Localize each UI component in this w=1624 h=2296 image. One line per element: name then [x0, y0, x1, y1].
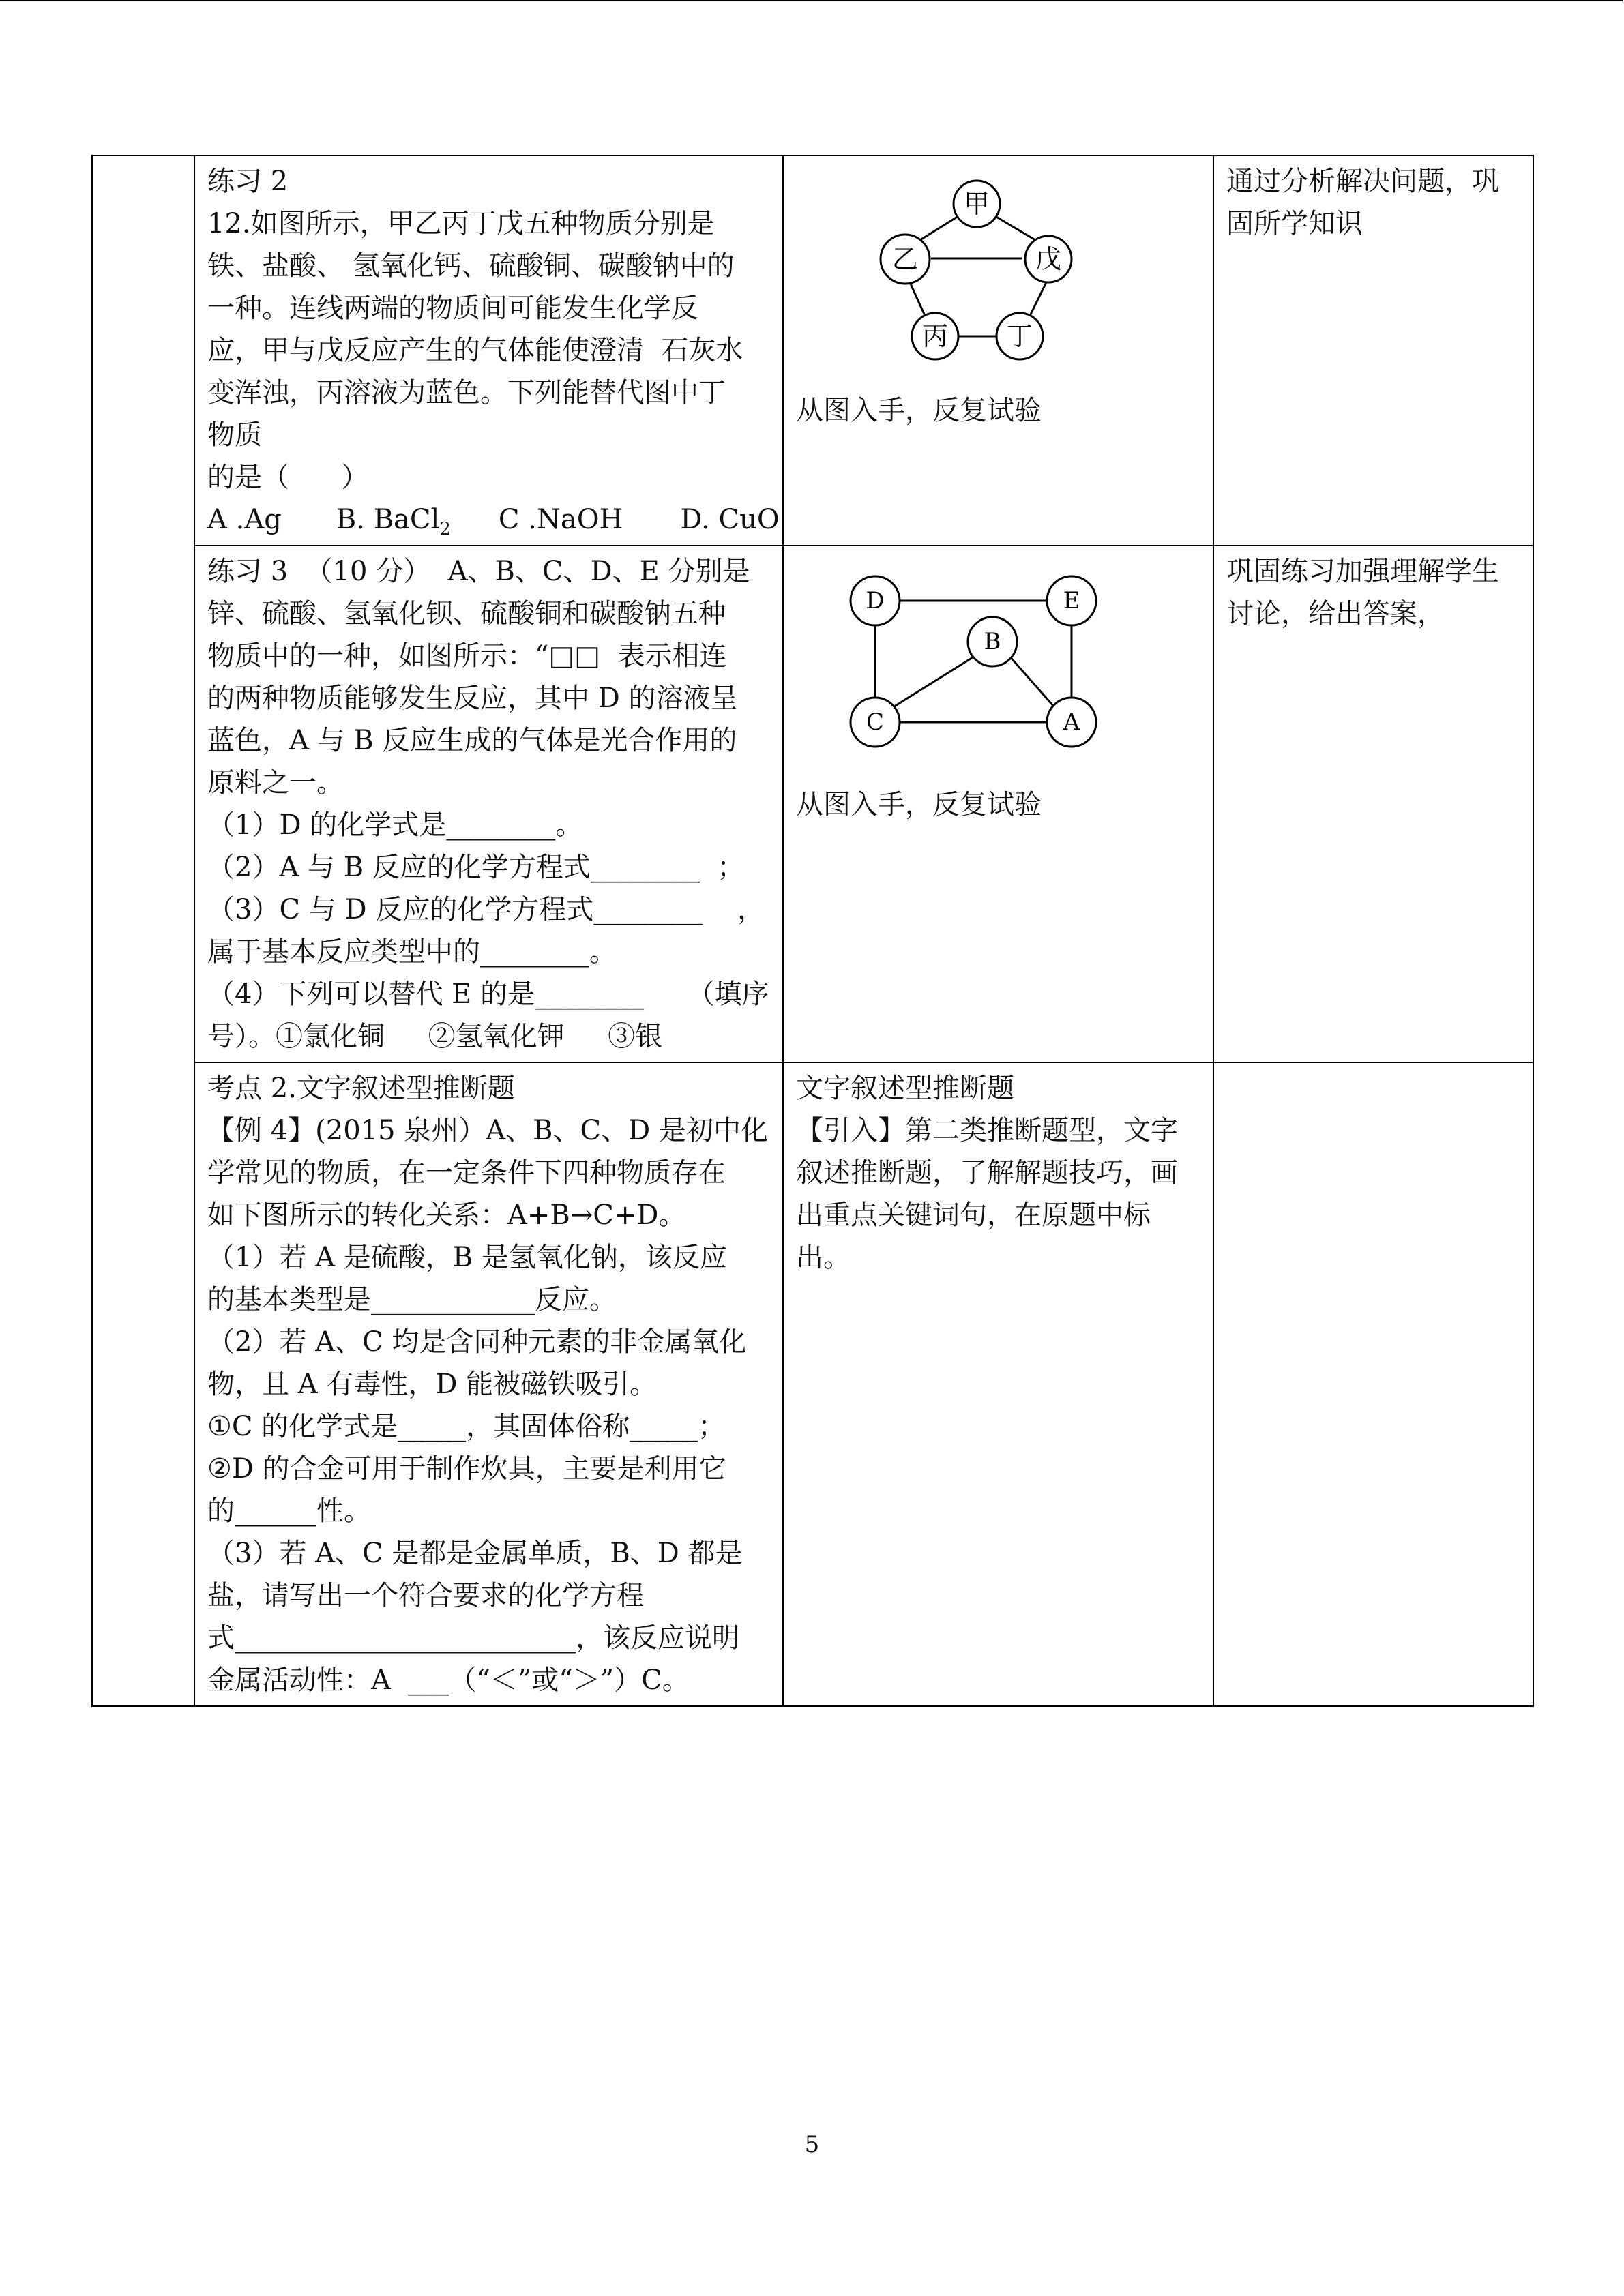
edge-wu-ding	[1029, 281, 1047, 317]
example-4-line: （3）若 A、C 是都是金属单质，B、D 都是	[207, 1538, 743, 1569]
example-4-purpose-cell	[1213, 1062, 1533, 1706]
exercise-2-line: 应，甲与戊反应产生的气体能使澄清 石灰水	[207, 335, 743, 366]
option-a: A .Ag	[207, 504, 282, 535]
node-c-label: C	[866, 709, 885, 736]
page-number: 5	[804, 2131, 820, 2158]
example-4-line: 【例 4】(2015 泉州）A、B、C、D 是初中化	[207, 1115, 768, 1146]
node-wu-label: 戊	[1035, 244, 1062, 274]
pentagon-diagram	[844, 168, 1117, 393]
example-4-line: 的基本类型是____________反应。	[207, 1284, 617, 1315]
exercise-3-line: 原料之一。	[207, 767, 344, 799]
exercise-2-content	[194, 155, 783, 546]
edge-c-b	[894, 655, 976, 706]
node-b-label: B	[984, 628, 1001, 655]
node-e-label: E	[1063, 587, 1080, 614]
exercise-3-line: 蓝色，A 与 B 反应生成的气体是光合作用的	[207, 725, 737, 756]
node-bing-label: 丙	[921, 321, 949, 351]
purpose-line: 固所学知识	[1226, 208, 1363, 239]
method-line: 文字叙述型推断题	[796, 1073, 1014, 1104]
table-row-example-4	[92, 1062, 1533, 1706]
exercise-2-line: 变浑浊，丙溶液为蓝色。下列能替代图中丁	[207, 377, 726, 408]
exercise-3-question: 属于基本反应类型中的________。	[207, 936, 617, 968]
exercise-3-question: 号）。①氯化铜 ②氢氧化钾 ③银	[207, 1021, 663, 1052]
example-4-method-cell	[783, 1062, 1213, 1706]
node-jia-label: 甲	[963, 189, 990, 219]
exercise-2-line: 一种。连线两端的物质间可能发生化学反	[207, 293, 698, 324]
exercise-2-line: 的是（ ）	[207, 462, 369, 493]
node-ding-label: 丁	[1006, 321, 1033, 351]
exercise-3-line: 的两种物质能够发生反应，其中 D 的溶液呈	[207, 683, 738, 714]
example-4-line: 的______性。	[207, 1495, 371, 1527]
exercise-2-line: 12.如图所示，甲乙丙丁戊五种物质分别是	[207, 208, 715, 239]
example-4-line: （2）若 A、C 均是含同种元素的非金属氧化	[207, 1326, 747, 1358]
option-b: B. BaCl$_2$	[336, 504, 451, 539]
exercise-2-purpose-cell	[1213, 155, 1533, 546]
example-4-line: 式_________________________，该反应说明	[207, 1622, 739, 1654]
lesson-table	[91, 155, 1534, 1707]
method-text: 从图入手，反复试验	[796, 789, 1042, 820]
stage-cell	[92, 155, 194, 1706]
example-4-content	[194, 1062, 783, 1706]
example-4-line: ②D 的合金可用于制作炊具，主要是利用它	[207, 1453, 726, 1485]
edge-b-a	[1009, 655, 1054, 706]
example-4-line: 盐，请写出一个符合要求的化学方程	[207, 1580, 644, 1611]
purpose-line: 巩固练习加强理解学生	[1226, 556, 1499, 587]
example-4-line: 金属活动性：A ___（“＜”或“＞”）C。	[207, 1665, 690, 1696]
edge-yi-bing	[909, 281, 926, 317]
table-row-exercise-2	[92, 155, 1533, 546]
exercise-2-method-cell	[783, 155, 1213, 546]
example-4-line: ①C 的化学式是_____，其固体俗称_____；	[207, 1411, 726, 1442]
purpose-line: 通过分析解决问题，巩	[1226, 166, 1499, 197]
exercise-3-purpose-cell	[1213, 546, 1533, 1062]
option-d: D. CuO	[680, 504, 780, 535]
example-4-line: 学常见的物质，在一定条件下四种物质存在	[207, 1157, 726, 1189]
example-4-line: （1）若 A 是硫酸，B 是氢氧化钠，该反应	[207, 1242, 727, 1273]
example-4-line: 如下图所示的转化关系：A+B→C+D。	[207, 1199, 686, 1231]
exercise-2-line: 物质	[207, 419, 262, 451]
purpose-line: 讨论，给出答案，	[1226, 598, 1445, 629]
example-4-title: 考点 2.文字叙述型推断题	[207, 1073, 515, 1104]
exercise-3-question: （2）A 与 B 反应的化学方程式________ ；	[207, 852, 745, 883]
node-a-label: A	[1063, 709, 1080, 736]
method-line: 出重点关键词句，在原题中标	[796, 1199, 1151, 1231]
method-line: 出。	[796, 1242, 851, 1273]
exercise-2-options	[207, 498, 780, 541]
exercise-2-line: 铁、盐酸、 氢氧化钙、硫酸铜、碳酸钠中的	[207, 250, 735, 282]
exercise-3-question: （3）C 与 D 反应的化学方程式________ ，	[207, 894, 765, 925]
table-row-exercise-3	[92, 546, 1533, 1062]
method-text: 从图入手，反复试验	[796, 395, 1042, 426]
exercise-3-question: （1）D 的化学式是________。	[207, 809, 583, 841]
node-d-label: D	[866, 587, 885, 614]
option-c: C .NaOH	[498, 504, 623, 535]
exercise-3-line: 锌、硫酸、氢氧化钡、硫酸铜和碳酸钠五种	[207, 598, 726, 629]
exercise-3-line: 物质中的一种，如图所示：“□□ 表示相连	[207, 640, 727, 672]
method-line: 叙述推断题，了解解题技巧，画	[796, 1157, 1178, 1189]
exercise-3-content	[194, 546, 783, 1062]
exercise-2-title: 练习 2	[207, 166, 289, 197]
exercise-3-question: （4）下列可以替代 E 的是________ （填序	[207, 979, 769, 1010]
node-yi-label: 乙	[891, 244, 919, 274]
reaction-network-diagram	[837, 567, 1123, 771]
exercise-3-title: 练习 3 （10 分） A、B、C、D、E 分别是	[207, 556, 750, 587]
exercise-3-method-cell	[783, 546, 1213, 1062]
example-4-line: 物，且 A 有毒性，D 能被磁铁吸引。	[207, 1369, 658, 1400]
method-line: 【引入】第二类推断题型，文字	[796, 1115, 1178, 1146]
